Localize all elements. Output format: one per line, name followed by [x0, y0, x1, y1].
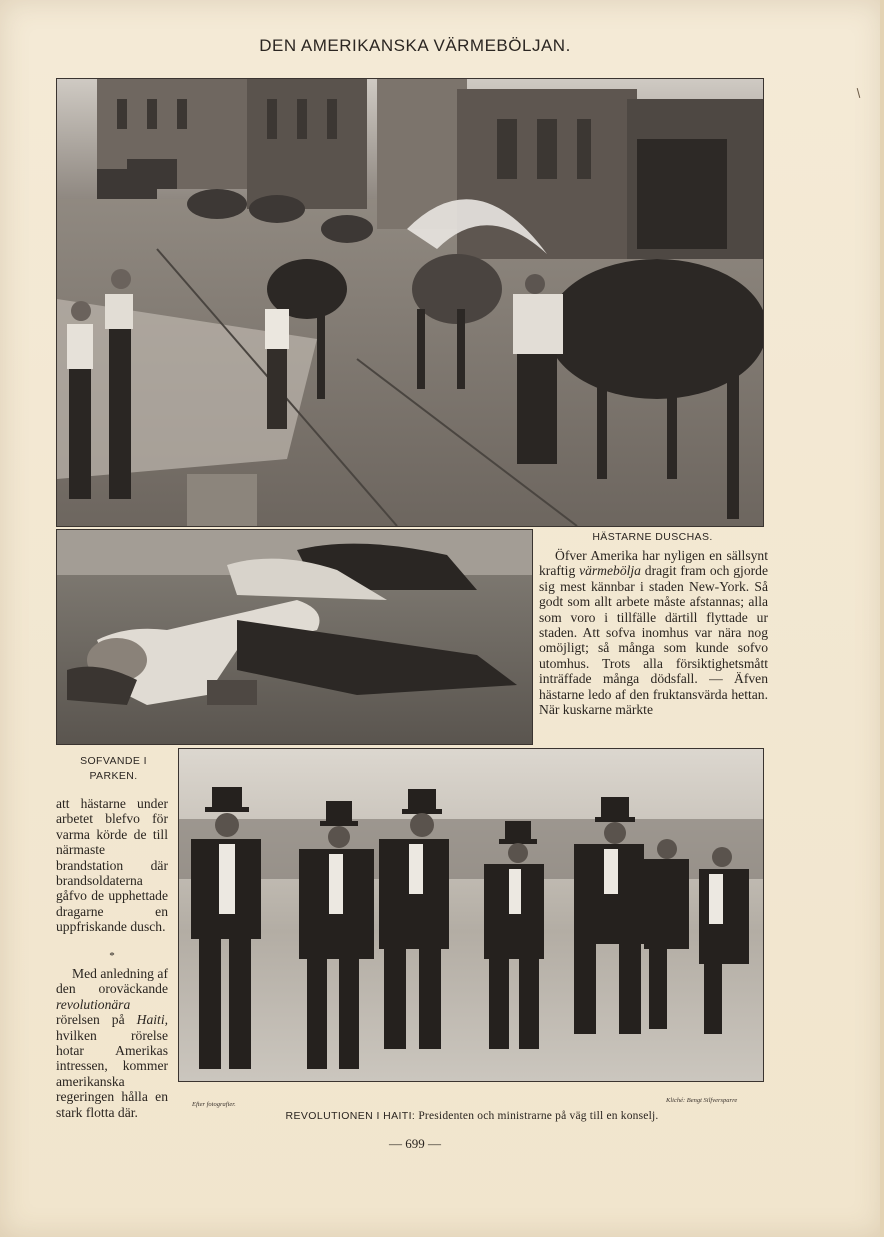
caption-horses: HÄSTARNE DUSCHAS.: [592, 531, 713, 543]
article-text: rörelsen på: [56, 1012, 137, 1028]
article-text: Öfver Amerika har nyligen en sällsynt kraftig: [539, 548, 768, 579]
caption-haiti-text: Presidenten och ministrarne på väg till en konselj.: [418, 1110, 659, 1122]
photo-credit-left: Efter fotografier.: [192, 1101, 236, 1108]
article-text: dragit fram och gjorde sig mest kännbar i staden New-York. Så godt som allt arbete måste afstannas; alla som voro i tillfälle därtill flyttade ur staden. Att sofva inomhus var nära nog omöjligt; så många som kunde sofvo utomhus. Trots alla försiktighetsmått inträffade många dödsfall. — Äfven hästarne ledo af den fruktansvärda hettan. När kuskarne märkte: [539, 563, 768, 718]
article-text: Med anledning af den oroväckande: [56, 966, 168, 997]
article-text-italic: revolutionära: [56, 996, 131, 1012]
caption-haiti: [180, 1110, 764, 1122]
article-text-italic: värmebölja: [579, 563, 641, 579]
article-text-column-left: [56, 796, 168, 935]
article-text-italic: Haiti,: [136, 1012, 168, 1028]
caption-haiti-lead: REVOLUTIONEN I HAITI:: [285, 1110, 416, 1122]
photo-haiti-ministers: [178, 748, 764, 1082]
article-text: hvilken rörelse hotar Amerikas intressen, kommer amerikanska regeringen hålla en stark flotta där.: [56, 1027, 168, 1120]
page-number: — 699 —: [389, 1136, 441, 1151]
article-text: att hästarne under arbetet blefvo för varma körde de till närmaste brandstation där brandsoldaterna gåfvo de upphettade dragarne en uppfriskande dusch.: [56, 796, 168, 935]
section-separator: *: [109, 950, 115, 962]
page-title: DEN AMERIKANSKA VÄRMEBÖLJAN.: [259, 36, 571, 55]
photo-sleeping-in-park: [56, 529, 533, 745]
article-text-column-left-2: [56, 966, 168, 1120]
article-text-column-right: [539, 548, 768, 717]
page-edge: [880, 0, 884, 1237]
caption-park: SOFVANDE I PARKEN.: [80, 755, 147, 782]
photo-credit-right: Kliché: Bengt Silfversparre: [666, 1097, 738, 1104]
photo-horses-showered: [56, 78, 764, 527]
